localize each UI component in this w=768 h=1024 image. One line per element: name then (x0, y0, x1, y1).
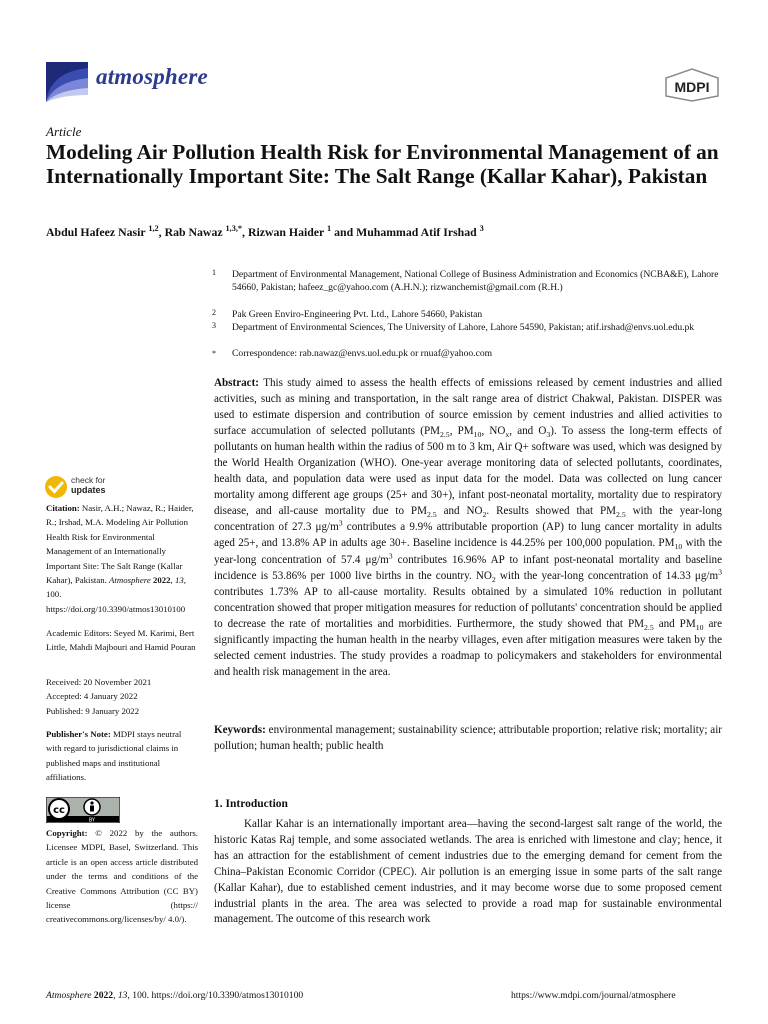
affiliation-text: Pak Green Enviro-Engineering Pvt. Ltd., Lahore 54660, Pakistan (232, 309, 483, 320)
citation-year: 2022 (152, 575, 171, 586)
author-list (46, 225, 726, 240)
citation-label: Citation: (46, 503, 80, 513)
journal-name[interactable]: atmosphere (96, 64, 208, 89)
mdpi-logo-text: MDPI (674, 79, 710, 95)
abstract-text: contributes a 9.9% attributable proportion (AP) to lung cancer mortality in adults aged 25+, and 13.8% AP in adults age 30+. Baseline incidence is 44.25% per 100,000 population. PM (214, 521, 722, 550)
footer-volume: 13 (117, 990, 128, 1001)
author-affiliation-marker: 3 (479, 224, 484, 234)
keywords-text: environmental management; sustainability science; attributable proportion; relative risk; mortality; air pollution; human health; public health (214, 724, 722, 752)
author-separator: and (331, 225, 357, 239)
footer-year: 2022 (93, 990, 114, 1001)
check-updates-line2: updates (71, 485, 106, 495)
abstract-text: contributes 1.73% AP to all-cause mortality. Results obtained by a simulated 10% reduction in pollutant concentration showed that proper mitigation measures for reduction of pollutants' concentration should be applied to decrease the rate of mortalities and morbidities. Furthermore, the study showed that PM (214, 585, 722, 630)
published-date: Published: 9 January 2022 (46, 705, 140, 716)
abstract-text: with the year-long concentration of 27.3 μg/m (214, 505, 722, 534)
section-heading: 1. Introduction (214, 798, 288, 810)
cc-by-license-icon[interactable] (46, 797, 120, 823)
received-date: Received: 20 November 2021 (46, 677, 152, 687)
author-separator: , (242, 225, 248, 239)
citation-volume: 13 (174, 575, 184, 586)
correspondence-text: Correspondence: rab.nawaz@envs.uol.edu.pk or rnuaf@yahoo.com (232, 348, 493, 359)
publisher-note-label: Publisher's Note: (46, 729, 111, 739)
academic-editors: Academic Editors: Seyed M. Karimi, Bert Little, Mahdi Majbouri and Hamid Pouran (46, 628, 196, 653)
abstract-text: with the year-long concentration of 14.33 μg/m (495, 569, 719, 582)
copyright-text: © 2022 by the authors. Licensee MDPI, Basel, Switzerland. This article is an open access article distributed under the terms and conditions of the Creative Commons Attribution (CC BY) license (https:// creativecommons.org/licenses/by/ 4.0/). (46, 828, 199, 925)
check-updates-line1: check for (71, 475, 106, 485)
abstract-text: ). To assess the long-term effects of pollutants on human health within the radius of 500 m to 3 km, Air Q+ software was used, which was designed by the World Health Organization (WHO). One-year average monitoring data of selected pollutants, coordinates, health data, and population data were used as input data for the model. Data was collected on lung cancer mortality among different age groups (25+ and 30+), infant post-neonatal mortality, mortality due to respiratory disease, and all-cause mortality due to PM (214, 425, 722, 518)
keywords (214, 722, 722, 754)
abstract-text: are significantly impacting the human health in the nearby villages, even after mitigation measures were taken by the selected cement industries. The study provides a roadmap to policymakers and stakeholders for environmental and health risk management in the area. (214, 617, 722, 678)
article-title: Modeling Air Pollution Health Risk for Environmental Management of an Internationally Important Site: The Salt Range (Kallar Kahar), Pakistan (46, 140, 719, 188)
abstract-text: . Results showed that PM (486, 505, 617, 518)
citation-text: Nasir, A.H.; Nawaz, R.; Haider, R.; Irshad, M.A. Modeling Air Pollution Health Risk for Environmental Management of an Internationally Important Site: The Salt Range (Kallar Kahar), Pakistan. (46, 503, 194, 586)
author-affiliation-marker: 1,2 (148, 224, 159, 234)
copyright-label: Copyright: (46, 828, 88, 838)
abstract-label: Abstract: (214, 377, 259, 389)
footer-journal-url[interactable]: https://www.mdpi.com/journal/atmosphere (511, 990, 676, 1001)
footer-journal: Atmosphere (46, 990, 92, 1001)
affiliation-number: 2 (212, 308, 216, 317)
abstract-text: with the year-long concentration of 57.4 μg/m (214, 537, 722, 566)
author-affiliation-marker: 1 (327, 224, 332, 234)
mdpi-logo-icon[interactable] (664, 68, 720, 102)
author-name[interactable]: Muhammad Atif Irshad (356, 225, 480, 239)
citation-journal: Atmosphere (109, 575, 151, 586)
citation: Citation: Nasir, A.H.; Nawaz, R.; Haider, R.; Irshad, M.A. Modeling Air Pollution Health Risk for Environmental Management of an Internationally Important Site: The Salt Range (Kallar Kahar), Pakistan. Atmosphere 2022, 13, 100. https://doi.org/10.3390/atmos13010100 (46, 503, 194, 614)
author-name[interactable]: Rab Nawaz (164, 225, 226, 239)
author-separator: , (158, 225, 165, 239)
section-text: Kallar Kahar is an internationally important area—having the second-largest salt range of the world, the historic Katas Raj temple, and some associated wetlands. The area is enriched with limestone and clay; hence, it has an attraction for the establishment of cement industries due to the emerging demand for cement from the China–Pakistan Economic Corridor (CPEC). Air pollution is an emerging issue in some parts of the salt range (Kallar Kahar), due to established cement industries, and it may become worse due to some proposed cement industrial plants in the area. The area was selected to provide a road map for sustainable environmental management. The outcome of this research work (214, 818, 722, 926)
accepted-date: Accepted: 4 January 2022 (46, 691, 138, 702)
keywords-label: Keywords: (214, 724, 266, 736)
publisher-note-text: MDPI stays neutral with regard to jurisdictional claims in published maps and institutional affiliations. (46, 729, 182, 783)
abstract-text: This study aimed to assess the health effects of emissions released by cement industries and allied activities, such as mining and transportation, in the salt range area of district Chakwal, Pakistan. DISPER was used to estimate dispersion and contribution of source emission by cement industries and allied activities to surface accumulation of selected pollutants (PM (214, 377, 723, 438)
author-name[interactable]: Abdul Hafeez Nasir (46, 225, 149, 239)
svg-text:cc: cc (53, 805, 65, 816)
affiliation-number: 3 (212, 321, 216, 330)
publication-dates (46, 675, 198, 718)
citation-doi-link[interactable]: , 100. https://doi.org/10.3390/atmos13010100 (46, 575, 186, 614)
footer-citation: Atmosphere 2022, 13, 100. https://doi.org/10.3390/atmos13010100 (46, 990, 304, 1001)
affiliations (0, 266, 768, 366)
footer-doi-link[interactable]: , 100. https://doi.org/10.3390/atmos13010100 (127, 990, 304, 1001)
author-affiliation-marker: 1,3,* (225, 224, 243, 234)
affiliation-number: 1 (212, 268, 216, 277)
affiliation-text: Department of Environmental Sciences, The University of Lahore, Lahore 54590, Pakistan; atif.irshad@envs.uol.edu.pk (232, 322, 695, 333)
article-type: Article (46, 124, 82, 139)
abstract-text: contributes 16.96% AP to infant post-neonatal mortality and baseline incidence is 53.86% per 1000 live births in the country. NO (214, 553, 722, 582)
copyright-notice (46, 826, 198, 927)
abstract: Abstract: This study aimed to assess the health effects of emissions released by cement industries and allied activities, such as mining and transportation, in the salt range area of district Chakwal, Pakistan. DISPER was used to estimate dispersion and contribution of source emission by cement industries and allied activities to surface accumulation of selected pollutants ($PM_{2.5}$, $PM_{10}$, $NO_x$, and $O_3$). To assess the long-term effects of pollutants on human health within the radius of 500 m to 3 km, Air Q+ software was used, which was designed by the World Health Organization (WHO). One-year average monitoring data of selected pollutants, coordinates, health data, and population data were used as input data for the model. Data was collected on lung cancer mortality among different age groups (25+ and 30+), infant post-neonatal mortality, mortality due to respiratory disease, and all-cause mortality due to $PM_{2.5}$ and $NO_2$. Results showed that $PM_{2.5}$ with the year-long concentration of 27.3 $\mu g/m^3$ contributes a 9.9% attributable proportion (AP) to lung cancer mortality in adults aged 25+, and 13.8% AP in adults age 30+. Baseline incidence is 44.25% per 100,000 population. $PM_{10}$ with the year-long concentration of 57.4 $\mu g/m^3$ contributes 16.96% AP to infant post-neonatal mortality and baseline incidence is 53.86% per 1000 live births in the country. $NO_2$ with the year-long concentration of 14.33 $\mu g/m^3$ contributes 1.73% AP to all-cause mortality. Results obtained by a simulated 10% reduction in pollutant concentration showed that proper mitigation measures for reduction of pollutants' concentration should be applied to decrease the rate of mortalities and morbidities. Furthermore, the study showed that $PM_{2.5}$ and $PM_{10}$ are significantly impacting the human health in the nearby villages, even after mitigation measures were taken by the selected cement industries. The study provides a roadmap to policymakers and stakeholders for environmental and health risk management in the area. (214, 377, 723, 678)
check-updates-icon (44, 475, 68, 499)
cc-by-label: BY (88, 817, 96, 823)
affiliation-number: * (212, 349, 216, 358)
author-name[interactable]: Rizwan Haider (247, 225, 328, 239)
publisher-note (46, 727, 198, 785)
check-for-updates-button[interactable] (44, 474, 140, 500)
journal-logo-icon (46, 62, 88, 102)
affiliation-text: Department of Environmental Management, National College of Business Administration and Economics (NCBA&E), Lahore 54660, Pakistan; hafeez_gc@yahoo.com (A.H.N.); rizwanchemist@gmail.com (R.H.) (232, 269, 719, 294)
